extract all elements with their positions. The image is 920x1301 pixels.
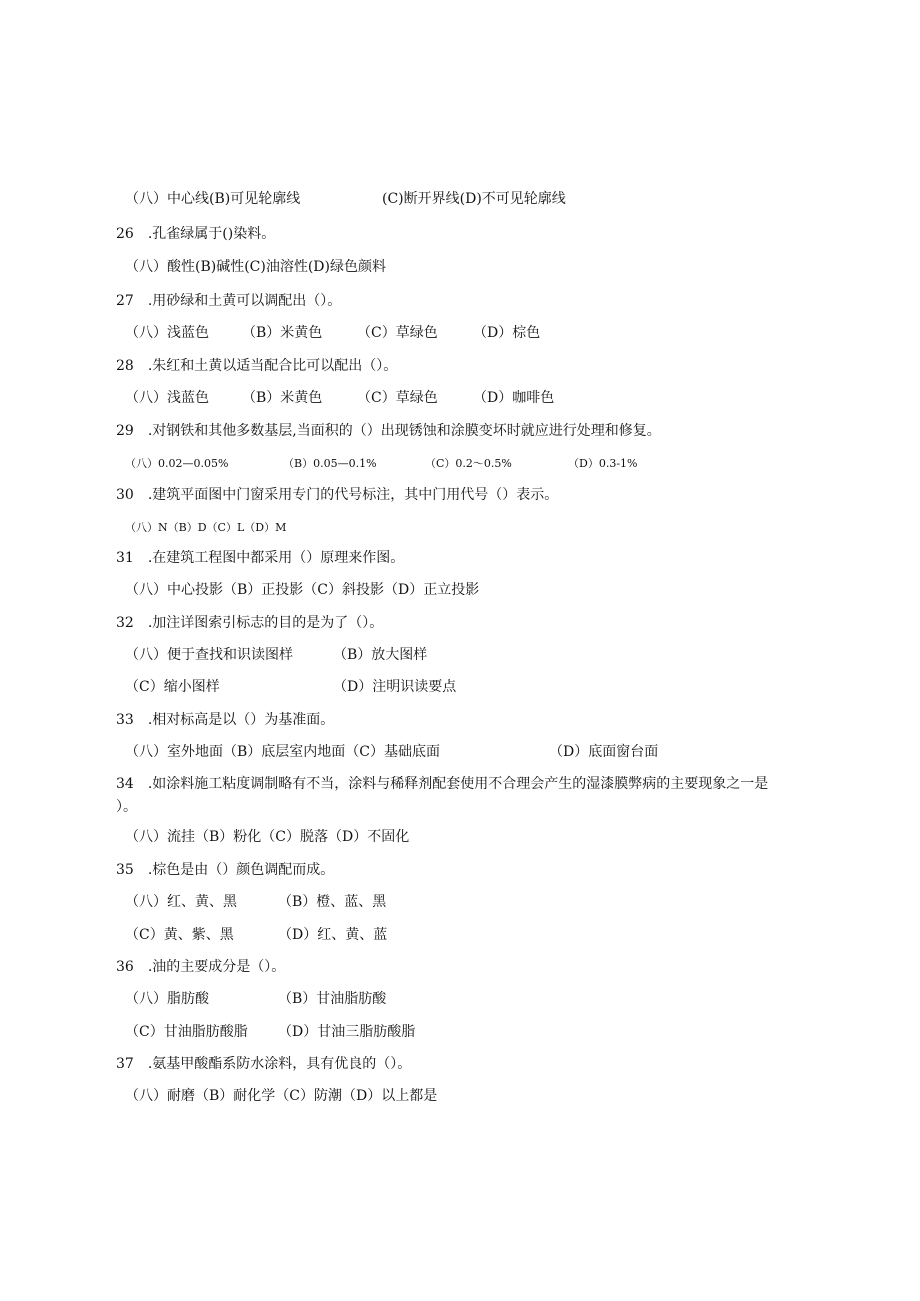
options-37: （八）耐磨（B）耐化学（C）防潮（D）以上都是 <box>125 1088 438 1104</box>
option-32-a: （八）便于查找和识读图样 <box>125 647 293 663</box>
question-27: 27 .用砂绿和土黄可以调配出（）。 <box>116 293 342 309</box>
question-30: 30 .建筑平面图中门窗采用专门的代号标注，其中门用代号（）表示。 <box>116 487 559 503</box>
option-35-c: （C）黄、紫、黑 <box>125 927 234 943</box>
question-33: 33 .相对标高是以（）为基准面。 <box>116 712 335 728</box>
option-line: （八）中心线(B)可见轮廓线 <box>125 191 301 207</box>
question-34-cont: ）。 <box>116 799 137 815</box>
option-36-c: （C）甘油脂肪酸脂 <box>125 1024 248 1040</box>
options-30: （八）N（B）D（C）L（D）M <box>125 521 287 534</box>
option-36-d: （D）甘油三脂肪酸脂 <box>278 1024 416 1040</box>
option-27-b: （B）米黄色 <box>242 325 323 341</box>
question-28: 28 .朱红和土黄以适当配合比可以配出（）。 <box>116 358 398 374</box>
option-27-d: （D）棕色 <box>473 325 541 341</box>
option-27-c: （C）草绿色 <box>357 325 438 341</box>
question-37: 37 .氨基甲酸酯系防水涂料，具有优良的（）。 <box>116 1056 412 1072</box>
question-26: 26 .孔雀绿属于()染料。 <box>116 226 276 242</box>
question-35: 35 .棕色是由（）颜色调配而成。 <box>116 862 335 878</box>
options-34: （八）流挂（B）粉化（C）脱落（D）不固化 <box>125 829 410 845</box>
option-36-a: （八）脂肪酸 <box>125 991 209 1007</box>
option-35-a: （八）红、黄、黑 <box>125 894 237 910</box>
question-29: 29 .对钢铁和其他多数基层,当面积的（）出现锈蚀和涂膜变坏时就应进行处理和修复。 <box>116 423 661 439</box>
options-26: （八）酸性(B)碱性(C)油溶性(D)绿色颜料 <box>125 259 386 275</box>
option-28-c: （C）草绿色 <box>357 390 438 406</box>
option-29-a: （八）0.02—0.05% <box>125 457 229 470</box>
option-28-b: （B）米黄色 <box>242 390 323 406</box>
option-28-a: （八）浅蓝色 <box>125 390 209 406</box>
question-32: 32 .加注详图索引标志的目的是为了（）。 <box>116 615 384 631</box>
option-28-d: （D）咖啡色 <box>473 390 555 406</box>
option-33-d: （D）底面窗台面 <box>549 744 659 760</box>
option-33-abc: （八）室外地面（B）底层室内地面（C）基础底面 <box>125 744 440 760</box>
option-32-c: （C）缩小图样 <box>125 679 220 695</box>
option-line: (C)断开界线(D)不可见轮廓线 <box>382 191 566 207</box>
option-29-b: （B）0.05—0.1% <box>283 457 377 470</box>
option-29-d: （D）0.3-1% <box>568 457 638 470</box>
option-32-d: （D）注明识读要点 <box>333 679 457 695</box>
option-36-b: （B）甘油脂肪酸 <box>278 991 387 1007</box>
option-29-c: （C）0.2～0.5% <box>425 457 512 470</box>
option-27-a: （八）浅蓝色 <box>125 325 209 341</box>
option-35-d: （D）红、黄、蓝 <box>278 927 388 943</box>
options-31: （八）中心投影（B）正投影（C）斜投影（D）正立投影 <box>125 582 480 598</box>
question-36: 36 .油的主要成分是（）。 <box>116 959 286 975</box>
option-35-b: （B）橙、蓝、黑 <box>278 894 387 910</box>
question-31: 31 .在建筑工程图中都采用（）原理来作图。 <box>116 550 405 566</box>
option-32-b: （B）放大图样 <box>333 647 428 663</box>
question-34: 34 .如涂料施工粘度调制略有不当，涂料与稀释剂配套使用不合理会产生的湿漆膜弊病的主要现象之一是 <box>116 776 769 792</box>
